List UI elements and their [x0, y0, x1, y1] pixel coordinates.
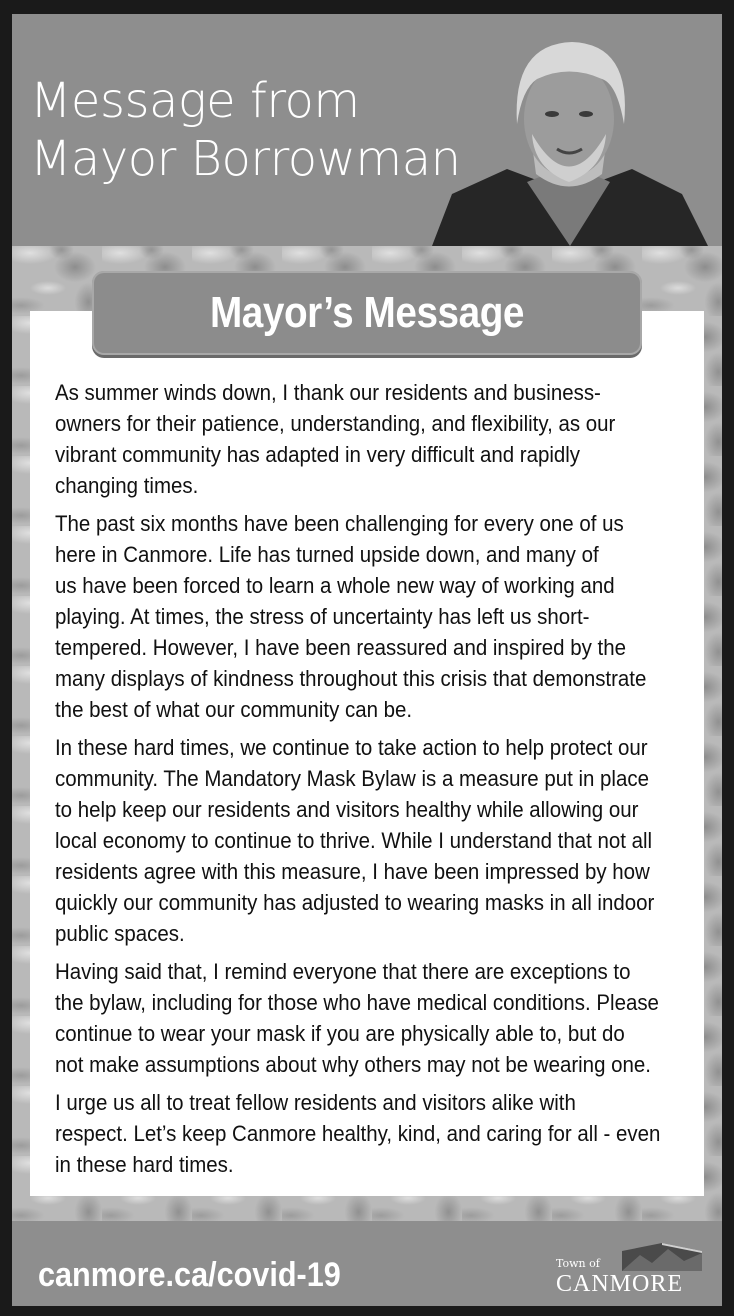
paragraph [55, 1087, 687, 1180]
header-title-line2: Mayor Borrowman [30, 131, 461, 187]
text-line: the bylaw, including for those who have medical conditions. Please [55, 990, 659, 1015]
text-line: vibrant community has adapted in very difficult and rapidly [55, 442, 581, 467]
text-line: Having said that, I remind everyone that there are exceptions to [55, 959, 631, 984]
text-line: community. The Mandatory Mask Bylaw is a measure put in place [55, 766, 649, 791]
text-line: In these hard times, we continue to take action to help protect our [55, 735, 648, 760]
mayor-portrait [432, 24, 708, 246]
logo-town-of: Town of [556, 1257, 600, 1270]
text-line: owners for their patience, understanding, and flexibility, as our [55, 411, 616, 436]
header-title [30, 72, 461, 188]
paragraph [55, 732, 687, 949]
text-line: in these hard times. [55, 1152, 234, 1177]
paragraph [55, 377, 687, 501]
text-line: respect. Let’s keep Canmore healthy, kind, and caring for all - even [55, 1121, 661, 1146]
canmore-logo [552, 1239, 712, 1299]
message-body [55, 377, 687, 1187]
text-line: tempered. However, I have been reassured and inspired by the [55, 635, 626, 660]
text-line: to help keep our residents and visitors healthy while allowing our [55, 797, 639, 822]
text-line: playing. At times, the stress of uncertainty has left us short- [55, 604, 590, 629]
advertisement [12, 14, 722, 1306]
text-line: As summer winds down, I thank our residents and business- [55, 380, 601, 405]
text-line: the best of what our community can be. [55, 697, 413, 722]
text-line: local economy to continue to thrive. While I understand that not all [55, 828, 653, 853]
mountain-logo-icon [622, 1241, 702, 1271]
logo-name: CANMORE [556, 1271, 684, 1297]
header [12, 14, 722, 246]
section-title: Mayor’s Message [209, 288, 525, 337]
text-line: not make assumptions about why others may not be wearing one. [55, 1052, 651, 1077]
text-line: us have been forced to learn a whole new way of working and [55, 573, 615, 598]
text-line: here in Canmore. Life has turned upside down, and many of [55, 542, 599, 567]
text-line: public spaces. [55, 921, 185, 946]
text-line: changing times. [55, 473, 199, 498]
website-link[interactable]: canmore.ca/covid-19 [38, 1256, 341, 1294]
paragraph [55, 508, 687, 725]
text-line: continue to wear your mask if you are physically able to, but do [55, 1021, 625, 1046]
text-line: many displays of kindness throughout this crisis that demonstrate [55, 666, 647, 691]
text-line: I urge us all to treat fellow residents and visitors alike with [55, 1090, 576, 1115]
paragraph [55, 956, 687, 1080]
section-banner [92, 271, 642, 355]
footer [12, 1221, 722, 1306]
header-title-line1: Message from [30, 73, 360, 129]
text-line: residents agree with this measure, I have been impressed by how [55, 859, 650, 884]
text-line: quickly our community has adjusted to wearing masks in all indoor [55, 890, 655, 915]
text-line: The past six months have been challenging for every one of us [55, 511, 624, 536]
